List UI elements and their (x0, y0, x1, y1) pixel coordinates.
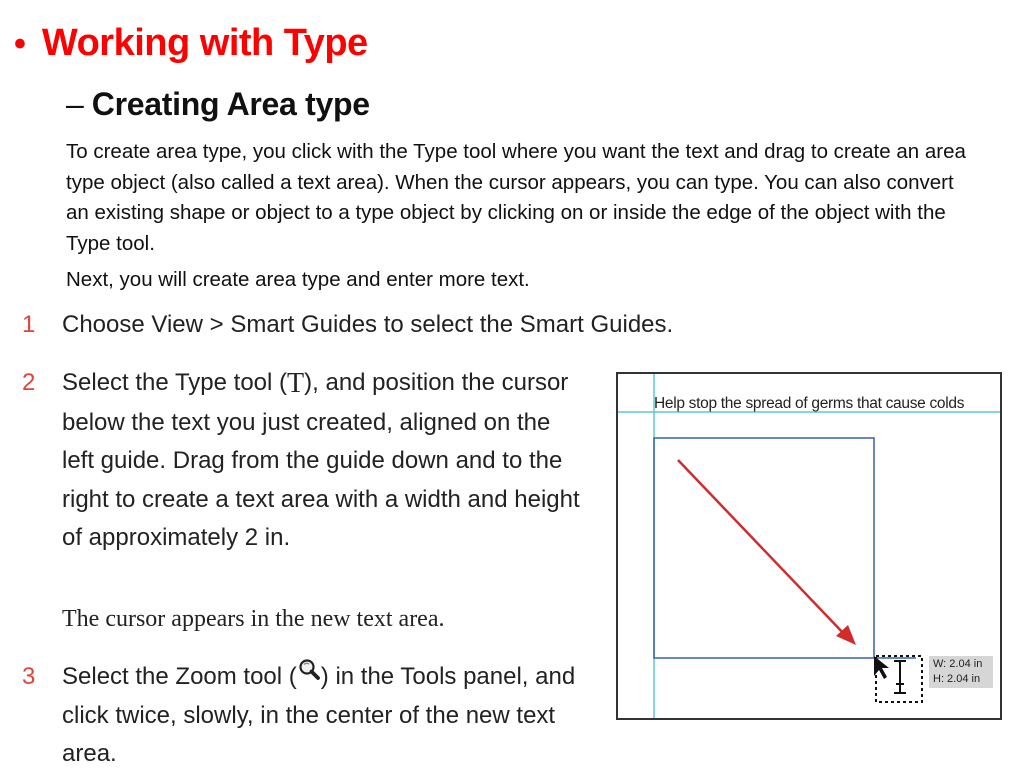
step-text-before-icon: Select the Zoom tool ( (62, 663, 297, 690)
title-bullet: • (14, 25, 26, 63)
step-number: 2 (22, 369, 36, 396)
step-text: Choose View > Smart Guides to select the Smart Guides. (62, 311, 674, 338)
step-text-before-icon: Select the Type tool ( (62, 369, 288, 396)
intro-paragraph: To create area type, you click with the Type tool where you want the text and drag to create an area type object (also called a text area). When the cursor appears, you can type. You can also convert an existing shape or object to a type object by clicking on or inside the edge of the object with the Type tool. (66, 140, 966, 255)
step-text (62, 658, 582, 774)
subtitle-dash: – (66, 86, 84, 122)
slide-subtitle: Creating Area type (91, 86, 370, 122)
step-2-note: The cursor appears in the new text area. (62, 606, 445, 632)
step-text-after-icon: ) in the Tools panel, and click twice, slowly, in the center of the new text area. (62, 663, 576, 767)
step-text (62, 364, 582, 558)
slide-title: Working with Type (41, 22, 368, 64)
next-paragraph: Next, you will create area type and enter more text. (66, 268, 530, 291)
height-label: H: 2.04 in (933, 673, 981, 685)
step-1 (22, 308, 782, 342)
step-2 (22, 364, 582, 558)
slide-title-row (14, 22, 368, 65)
zoom-tool-icon (297, 656, 321, 695)
illustration-caption: Help stop the spread of germs that cause colds (654, 395, 965, 412)
step-text-after-icon: ), and position the cursor below the text you just created, aligned on the left guide. Drag from the guide down and to the right to create a text area with a width and height of approximately 2 in. (62, 369, 580, 551)
step-number: 1 (22, 311, 36, 338)
dimension-tooltip (929, 656, 993, 688)
step-number: 3 (22, 663, 36, 690)
width-label: W: 2.04 in (933, 658, 983, 670)
type-tool-icon: T (287, 368, 305, 399)
step-3 (22, 658, 582, 774)
subtitle-row (66, 86, 370, 123)
